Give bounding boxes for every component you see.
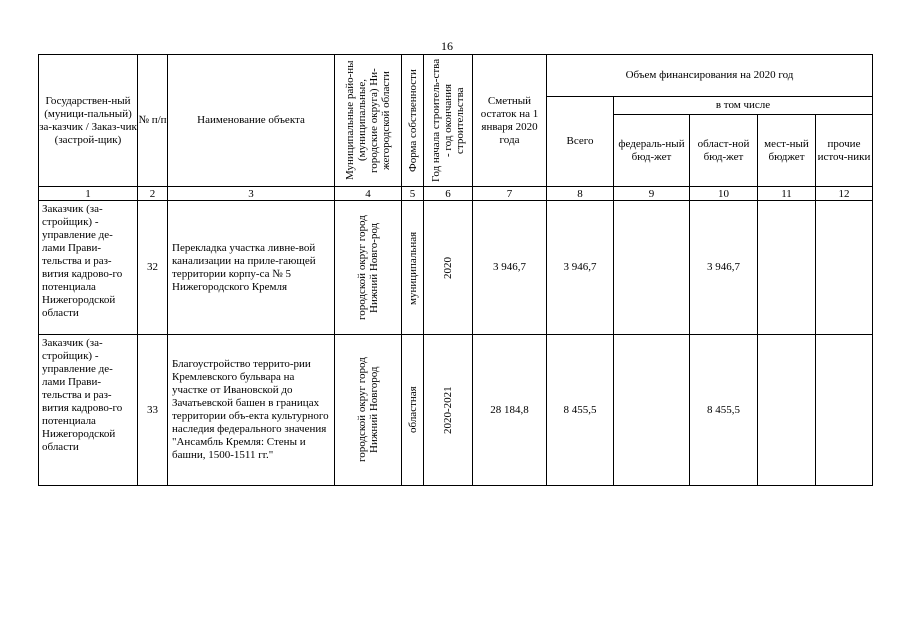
column-number: 1: [39, 187, 138, 201]
column-number: 6: [424, 187, 473, 201]
row-years: [424, 201, 473, 335]
column-number: 4: [335, 187, 402, 201]
header-local: мест-ный бюджет: [758, 115, 816, 187]
row-estimate: 3 946,7: [473, 201, 547, 335]
row-num: 32: [138, 201, 168, 335]
header-regional: област-ной бюд-жет: [690, 115, 758, 187]
row-other: [816, 335, 873, 486]
row-federal: [614, 201, 690, 335]
column-number: 8: [547, 187, 614, 201]
row-district-text: городской округ город Нижний Новгород: [356, 357, 380, 463]
header-ownership-text: Форма собственности: [406, 69, 419, 172]
column-number: 9: [614, 187, 690, 201]
row-customer: Заказчик (за-стройщик) - управление де-лами Прави-тельства и раз-вития кадрово-го потенциала Нижегородской области: [39, 201, 138, 335]
row-num: 33: [138, 335, 168, 486]
column-number: 10: [690, 187, 758, 201]
column-number: 12: [816, 187, 873, 201]
row-district: [335, 335, 402, 486]
header-district: [335, 55, 402, 187]
header-including: в том числе: [614, 97, 873, 115]
row-estimate: 28 184,8: [473, 335, 547, 486]
header-federal: федераль-ный бюд-жет: [614, 115, 690, 187]
row-ownership-text: муниципальная: [406, 230, 419, 305]
header-object: Наименование объекта: [168, 55, 335, 187]
row-object-name: Перекладка участка ливне-вой канализации на приле-гающей территории корпу-са № 5 Нижегородского Кремля: [168, 201, 335, 335]
row-regional: 8 455,5: [690, 335, 758, 486]
header-customer: Государствен-ный (муници-пальный) за-казчик / Заказ-чик (застрой-щик): [39, 55, 138, 187]
row-district-text: городской округ город Нижний Новго-род: [356, 215, 380, 320]
column-number: 5: [402, 187, 424, 201]
row-years-text: 2020-2021: [442, 386, 454, 434]
row-ownership: [402, 335, 424, 486]
column-number: 7: [473, 187, 547, 201]
row-district: [335, 201, 402, 335]
row-total: 3 946,7: [547, 201, 614, 335]
row-customer: Заказчик (за-стройщик) - управление де-лами Прави-тельства и раз-вития кадрово-го потенциала Нижегородской области: [39, 335, 138, 486]
header-funding: Объем финансирования на 2020 год: [547, 55, 873, 97]
row-years: [424, 335, 473, 486]
column-number: 3: [168, 187, 335, 201]
column-number: 2: [138, 187, 168, 201]
column-number: 11: [758, 187, 816, 201]
header-total: Всего: [547, 97, 614, 187]
row-local: [758, 201, 816, 335]
row-total: 8 455,5: [547, 335, 614, 486]
header-other: прочие источ-ники: [816, 115, 873, 187]
row-local: [758, 335, 816, 486]
row-object-name: Благоустройство террито-рии Кремлевского бульвара на участке от Ивановской до Зачатьевской башен в границах территории объ-екта культурного наследия федерального значения "Ансамбль Кремля: Стены и башни, 1500-1511 гг.": [168, 335, 335, 486]
table-row: [39, 201, 873, 335]
header-estimate: Сметный остаток на 1 января 2020 года: [473, 55, 547, 187]
header-ownership: [402, 55, 424, 187]
row-other: [816, 201, 873, 335]
header-district-text: Муниципальные райо-ны (муниципальные, городские округа) Ни-жегородской области: [344, 60, 392, 181]
header-years-text: Год начала строитель-ства - год окончания строительства: [430, 58, 466, 183]
header-num: № п/п: [138, 55, 168, 187]
row-ownership: [402, 201, 424, 335]
table-row: [39, 335, 873, 486]
page-number: 16: [441, 39, 453, 53]
header-row-1: [39, 55, 873, 97]
row-years-text: 2020: [442, 256, 454, 279]
header-years: [424, 55, 473, 187]
financing-table: [38, 54, 873, 486]
column-number-row: [39, 187, 873, 201]
row-federal: [614, 335, 690, 486]
row-ownership-text: областная: [406, 386, 419, 434]
row-regional: 3 946,7: [690, 201, 758, 335]
